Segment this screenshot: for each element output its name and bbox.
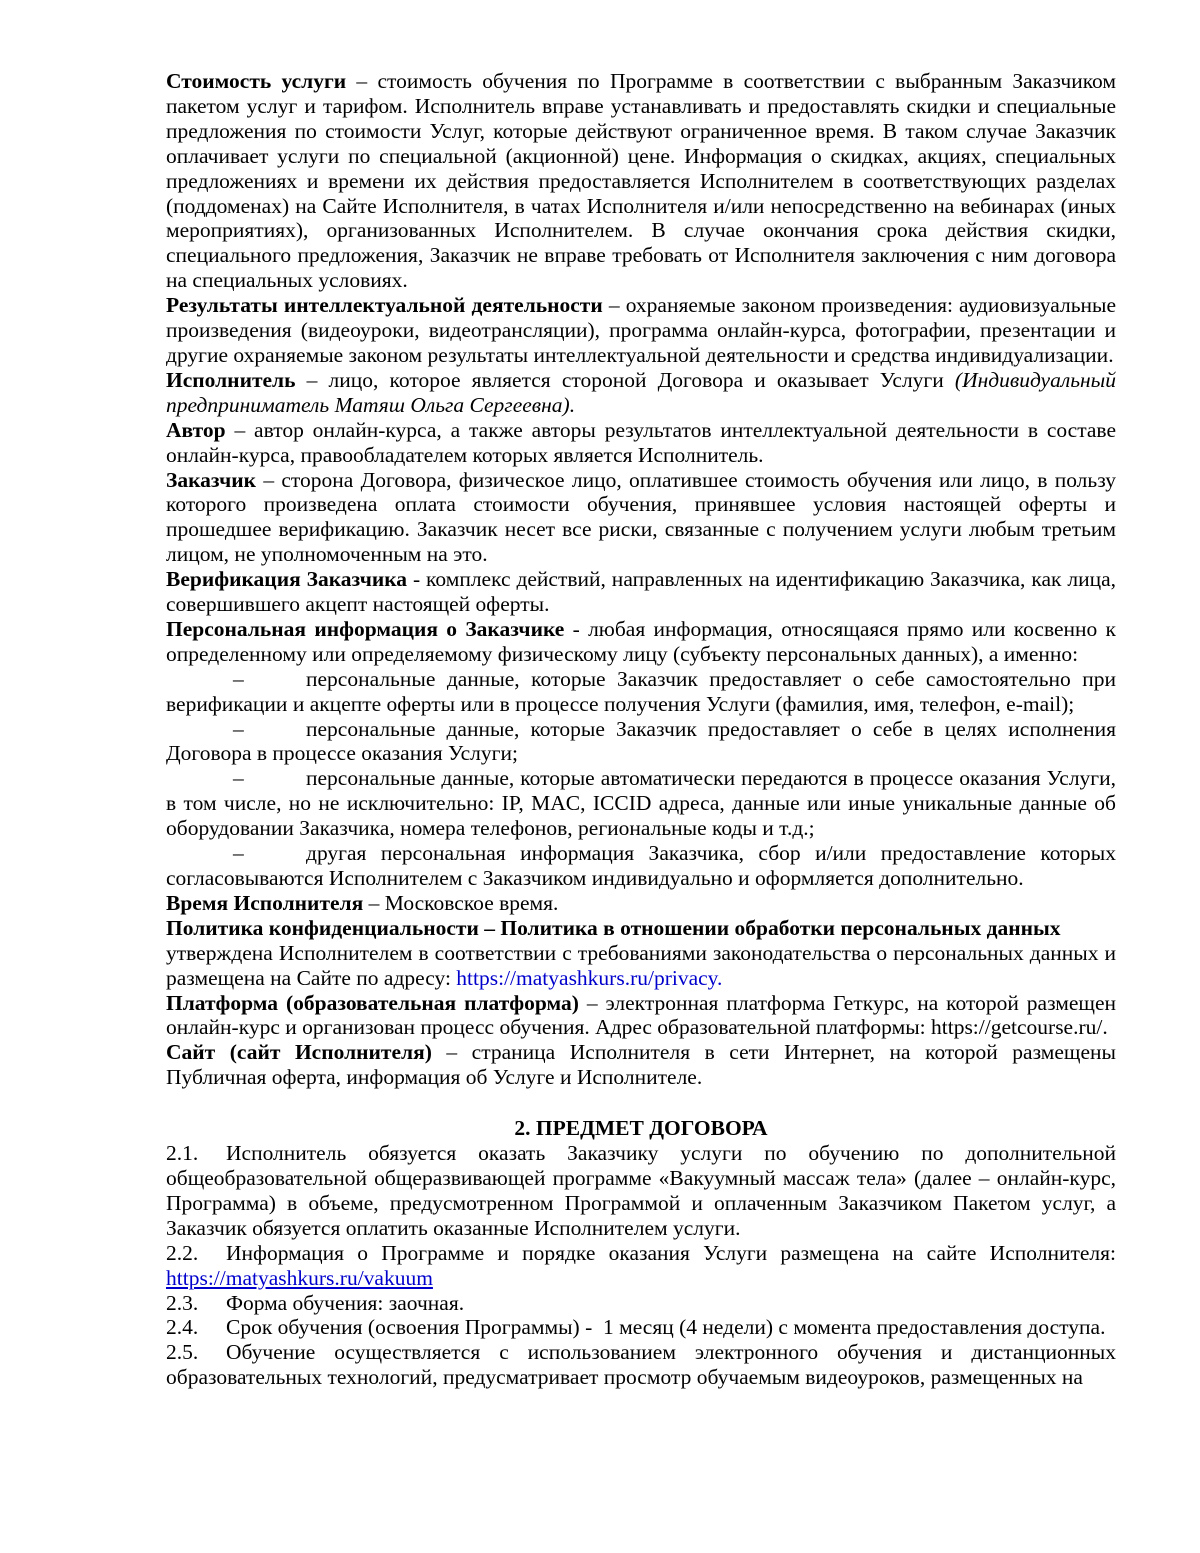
clause-number: 2.5. — [166, 1340, 199, 1365]
definition-term: Стоимость услуги — [166, 69, 347, 93]
clause-2-5 — [166, 1340, 1116, 1390]
section-heading: 2. ПРЕДМЕТ ДОГОВОРА — [514, 1116, 768, 1141]
definition-body: – стоимость обучения по Программе в соответствии с выбранным Заказчиком пакетом услуг и тарифом. Исполнитель вправе устанавливать и предоставлять скидки и специальные предложения по стоимости Услуг, которые действуют ограниченное время. В таком случае Заказчик оплачивает услуги по специальной (акционной) цене. Информация о скидках, акциях, специальных предложениях и времени их действия предоставляется Исполнителем в соответствующих разделах (поддоменах) на Сайте Исполнителя, в чатах Исполнителя и/или непосредственно на вебинарах (иных мероприятиях), организованных Исполнителем. В случае окончания срока действия скидки, специального предложения, Заказчик не вправе требовать от Исполнителя заключения с ним договора на специальных условиях. — [166, 69, 1116, 293]
definition-body: – страница Исполнителя в сети Интернет, на которой размещены Публичная оферта, информация об Услуге и Исполнителе. — [166, 1040, 1116, 1090]
definition-paragraph-site — [166, 1040, 1116, 1090]
list-item-text: другая персональная информация Заказчика, сбор и/или предоставление которых согласовываются Исполнителем с Заказчиком индивидуально и оформляется дополнительно. — [166, 841, 1116, 890]
definition-paragraph-executor — [166, 368, 1116, 418]
definition-paragraph-platform — [166, 991, 1116, 1041]
clause-text: Срок обучения (освоения Программы) - 1 месяц (4 недели) с момента предоставления доступа. — [226, 1315, 1106, 1340]
list-dash-marker: – — [233, 716, 244, 741]
definition-body: – охраняемые законом произведения: аудиовизуальные произведения (видеоуроки, видеотрансляции), программа онлайн-курса, фотографии, презентации и другие охраняемые законом результаты интеллектуальной деятельности и средства индивидуализации. — [166, 293, 1116, 367]
clause-text: Форма обучения: заочная. — [226, 1290, 465, 1315]
list-item — [166, 667, 1116, 717]
definition-term: Исполнитель — [166, 367, 296, 392]
definition-paragraph-author — [166, 418, 1116, 468]
definition-paragraph-personal-info — [166, 617, 1116, 667]
clause-2-4 — [166, 1315, 1116, 1340]
clause-2-1 — [166, 1141, 1116, 1241]
clause-number: 2.2. — [166, 1240, 199, 1265]
definition-paragraph-executor-time — [166, 891, 1116, 916]
definition-body: – автор онлайн-курса, а также авторы результатов интеллектуальной деятельности в составе онлайн-курса, правообладателем которых является Исполнитель. — [166, 417, 1116, 467]
definition-body: – лицо, которое является стороной Договора и оказывает Услуги — [295, 367, 955, 392]
definition-body: – сторона Договора, физическое лицо, оплатившее стоимость обучения или лицо, в пользу которого произведена оплата стоимости обучения, принявшее условия настоящей оферты и прошедшее верификацию. Заказчик несет все риски, связанные с получением услуги любым третьим лицом, не уполномоченным на это. — [166, 467, 1116, 567]
definition-body: – электронная платформа Геткурс, на которой размещен онлайн-курс и организован процесс обучения. Адрес образовательной платформы: https://getcourse.ru/. — [166, 990, 1117, 1040]
definition-term: Результаты интеллектуальной деятельности — [166, 293, 603, 318]
definition-term: Заказчик — [166, 467, 257, 492]
clause-number: 2.4. — [166, 1315, 199, 1340]
definition-paragraph-cost — [166, 69, 1116, 293]
vakuum-course-link[interactable]: https://matyashkurs.ru/vakuum — [166, 1265, 433, 1290]
definition-body: - любая информация, относящаяся прямо или косвенно к определенному или определяемому физическому лицу (субъекту персональных данных), а именно: — [166, 616, 1117, 666]
definition-paragraph-customer — [166, 468, 1116, 568]
list-item — [166, 717, 1116, 767]
definition-term: Верификация Заказчика — [166, 567, 408, 592]
list-item-text: персональные данные, которые Заказчик предоставляет о себе самостоятельно при верификации и акцепте оферты или в процессе получения Услуги (фамилия, имя, телефон, e-mail); — [166, 666, 1116, 716]
clause-number: 2.1. — [166, 1141, 199, 1166]
list-item-text: персональные данные, которые Заказчик предоставляет о себе в целях исполнения Договора в процессе оказания Услуги; — [166, 716, 1116, 766]
list-dash-marker: – — [233, 766, 244, 791]
definition-term: Персональная информация о Заказчике — [166, 616, 565, 641]
clause-text: Обучение осуществляется с использованием электронного обучения и дистанционных образовательных технологий, предусматривает просмотр обучаемым видеоуроков, размещенных на — [166, 1340, 1116, 1390]
list-dash-marker: – — [233, 841, 244, 866]
clause-text: Исполнитель обязуется оказать Заказчику услуги по обучению по дополнительной общеобразовательной общеразвивающей программе «Вакуумный массаж тела» (далее – онлайн-курс, Программа) в объеме, предусмотренном Программой и оплаченным Заказчиком Пакетом услуг, а Заказчик обязуется оплатить оказанные Исполнителем услуги. — [166, 1141, 1116, 1240]
definition-term: Время Исполнителя — [166, 890, 364, 915]
clause-2-2 — [166, 1241, 1116, 1291]
definition-body: – Московское время. — [363, 890, 559, 915]
definition-paragraph-verification — [166, 567, 1116, 617]
list-item — [166, 841, 1116, 891]
definition-term: Платформа (образовательная платформа) — [166, 990, 579, 1015]
definition-paragraph-intellectual-results — [166, 293, 1116, 368]
definition-term: Автор — [166, 417, 226, 442]
definition-body: - комплекс действий, направленных на идентификацию Заказчика, как лица, совершившего акцепт настоящей оферты. — [166, 567, 1116, 617]
executor-entrepreneur-note: (Индивидуальный предприниматель Матяш Ольга Сергеевна). — [166, 367, 1116, 417]
definition-body: утверждена Исполнителем в соответствии с требованиями законодательства о персональных данных и размещена на Сайте по адресу: — [166, 940, 1116, 990]
privacy-policy-link[interactable]: https://matyashkurs.ru/privacy. — [456, 965, 723, 990]
privacy-policy-body-paragraph — [166, 941, 1116, 991]
list-item-text: персональные данные, которые автоматически передаются в процессе оказания Услуги, в том числе, но не исключительно: IP, MAC, ICCID адреса, данные или иные уникальные данные об оборудовании Заказчика, номера телефонов, региональные коды и т.д.; — [166, 766, 1116, 841]
clause-number: 2.3. — [166, 1290, 199, 1315]
clause-text: Информация о Программе и порядке оказания Услуги размещена на сайте Исполнителя: — [226, 1240, 1116, 1265]
list-item — [166, 766, 1116, 841]
definition-term: Сайт (сайт Исполнителя) — [166, 1040, 432, 1065]
privacy-policy-term-line — [166, 916, 1116, 941]
definition-term: Политика конфиденциальности – Политика в отношении обработки персональных данных — [166, 915, 1061, 940]
clause-2-3 — [166, 1291, 1116, 1316]
list-dash-marker: – — [233, 666, 244, 691]
